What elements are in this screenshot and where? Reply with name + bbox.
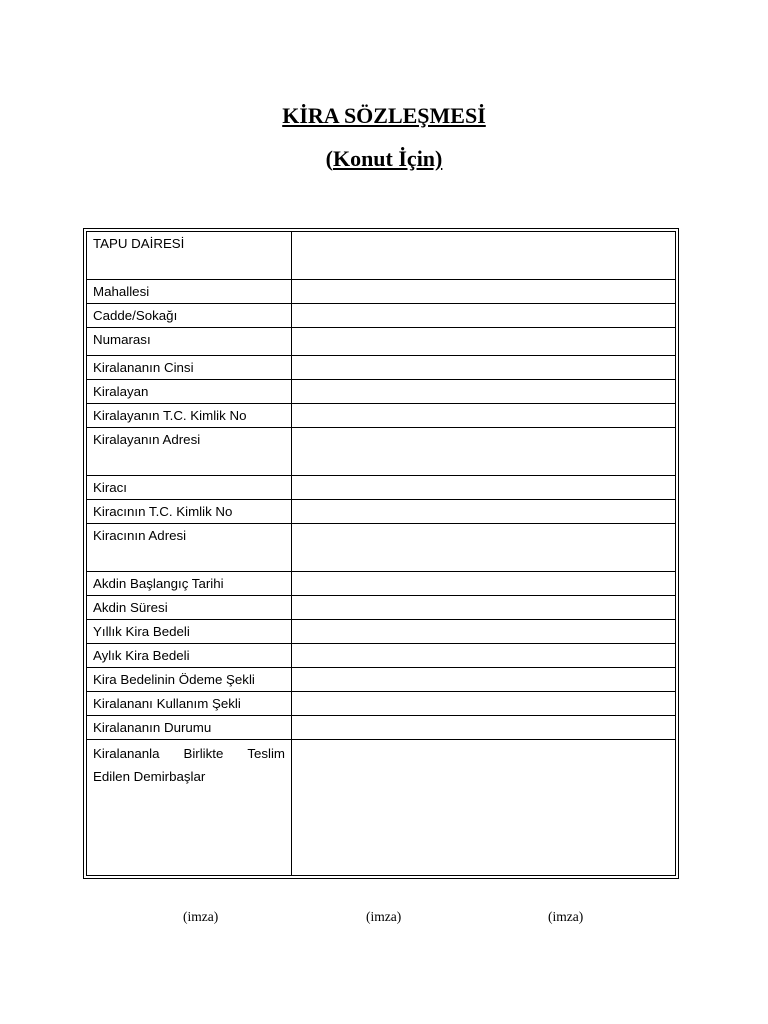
- document-subtitle: [0, 146, 768, 172]
- document-title: KİRA SÖZLEŞMESİ: [282, 103, 486, 128]
- table-row: [87, 620, 676, 644]
- field-value-kiralanani-kullanim-sekli[interactable]: [292, 692, 676, 716]
- field-label-cadde-sokagi: Cadde/Sokağı: [87, 304, 292, 328]
- label-word: Teslim: [247, 746, 285, 761]
- table-row: [87, 524, 676, 572]
- table-row: [87, 232, 676, 280]
- field-label-aylik-kira-bedeli: Aylık Kira Bedeli: [87, 644, 292, 668]
- field-label-kiralananin-cinsi: Kiralananın Cinsi: [87, 356, 292, 380]
- signature-placeholder-2: (imza): [366, 909, 402, 924]
- field-value-cadde-sokagi[interactable]: [292, 304, 676, 328]
- field-value-yillik-kira-bedeli[interactable]: [292, 620, 676, 644]
- field-label-akdin-suresi: Akdin Süresi: [87, 596, 292, 620]
- field-value-kiralananin-durumu[interactable]: [292, 716, 676, 740]
- field-value-kiracinin-adresi[interactable]: [292, 524, 676, 572]
- field-value-kira-bedelinin-odeme-sekli[interactable]: [292, 668, 676, 692]
- field-label-kiracinin-tc-kimlik-no: Kiracının T.C. Kimlik No: [87, 500, 292, 524]
- field-label-kira-bedelinin-odeme-sekli: Kira Bedelinin Ödeme Şekli: [87, 668, 292, 692]
- label-word: Kiralananla: [93, 746, 160, 761]
- contract-table: [86, 231, 676, 876]
- field-label-kiralanani-kullanim-sekli: Kiralananı Kullanım Şekli: [87, 692, 292, 716]
- field-value-kiracinin-tc-kimlik-no[interactable]: [292, 500, 676, 524]
- table-row: [87, 668, 676, 692]
- signature-placeholder-1: (imza): [183, 909, 219, 924]
- field-label-yillik-kira-bedeli: Yıllık Kira Bedeli: [87, 620, 292, 644]
- signature-row: [0, 909, 768, 929]
- subtitle-text: Konut İçin): [332, 146, 443, 171]
- table-row: [87, 380, 676, 404]
- field-value-numarasi[interactable]: [292, 328, 676, 356]
- table-row: [87, 356, 676, 380]
- field-value-aylik-kira-bedeli[interactable]: [292, 644, 676, 668]
- signature-placeholder-3: (imza): [548, 909, 584, 924]
- label-word: Birlikte: [183, 746, 224, 761]
- field-value-kiralayan[interactable]: [292, 380, 676, 404]
- table-row: [87, 692, 676, 716]
- table-row: [87, 328, 676, 356]
- contract-form: [83, 228, 679, 879]
- field-value-mahallesi[interactable]: [292, 280, 676, 304]
- field-label-numarasi: Numarası: [87, 328, 292, 356]
- table-row: [87, 740, 676, 876]
- field-label-tapu-dairesi: TAPU DAİRESİ: [87, 232, 292, 280]
- field-label-mahallesi: Mahallesi: [87, 280, 292, 304]
- table-row: [87, 644, 676, 668]
- table-row: [87, 476, 676, 500]
- table-row: [87, 500, 676, 524]
- field-value-kiralayanin-adresi[interactable]: [292, 428, 676, 476]
- field-value-demirbaslar[interactable]: [292, 740, 676, 876]
- field-label-kiralayanin-tc-kimlik-no: Kiralayanın T.C. Kimlik No: [87, 404, 292, 428]
- field-label-kiralayan: Kiralayan: [87, 380, 292, 404]
- field-label-kiralananin-durumu: Kiralananın Durumu: [87, 716, 292, 740]
- demirbaslar-label-line2: Edilen Demirbaşlar: [93, 769, 206, 784]
- field-value-tapu-dairesi[interactable]: [292, 232, 676, 280]
- field-label-kiracinin-adresi: Kiracının Adresi: [87, 524, 292, 572]
- field-label-kiraci: Kiracı: [87, 476, 292, 500]
- field-label-demirbaslar: [87, 740, 292, 876]
- table-row: [87, 304, 676, 328]
- field-value-kiralananin-cinsi[interactable]: [292, 356, 676, 380]
- field-value-akdin-baslangic-tarihi[interactable]: [292, 572, 676, 596]
- field-label-akdin-baslangic-tarihi: Akdin Başlangıç Tarihi: [87, 572, 292, 596]
- field-value-akdin-suresi[interactable]: [292, 596, 676, 620]
- demirbaslar-label-line1: [93, 742, 285, 765]
- table-row: [87, 716, 676, 740]
- field-value-kiralayanin-tc-kimlik-no[interactable]: [292, 404, 676, 428]
- table-row: [87, 596, 676, 620]
- table-row: [87, 404, 676, 428]
- subtitle-open-paren: (: [325, 146, 333, 171]
- table-row: [87, 428, 676, 476]
- field-value-kiraci[interactable]: [292, 476, 676, 500]
- field-label-kiralayanin-adresi: Kiralayanın Adresi: [87, 428, 292, 476]
- table-row: [87, 280, 676, 304]
- table-row: [87, 572, 676, 596]
